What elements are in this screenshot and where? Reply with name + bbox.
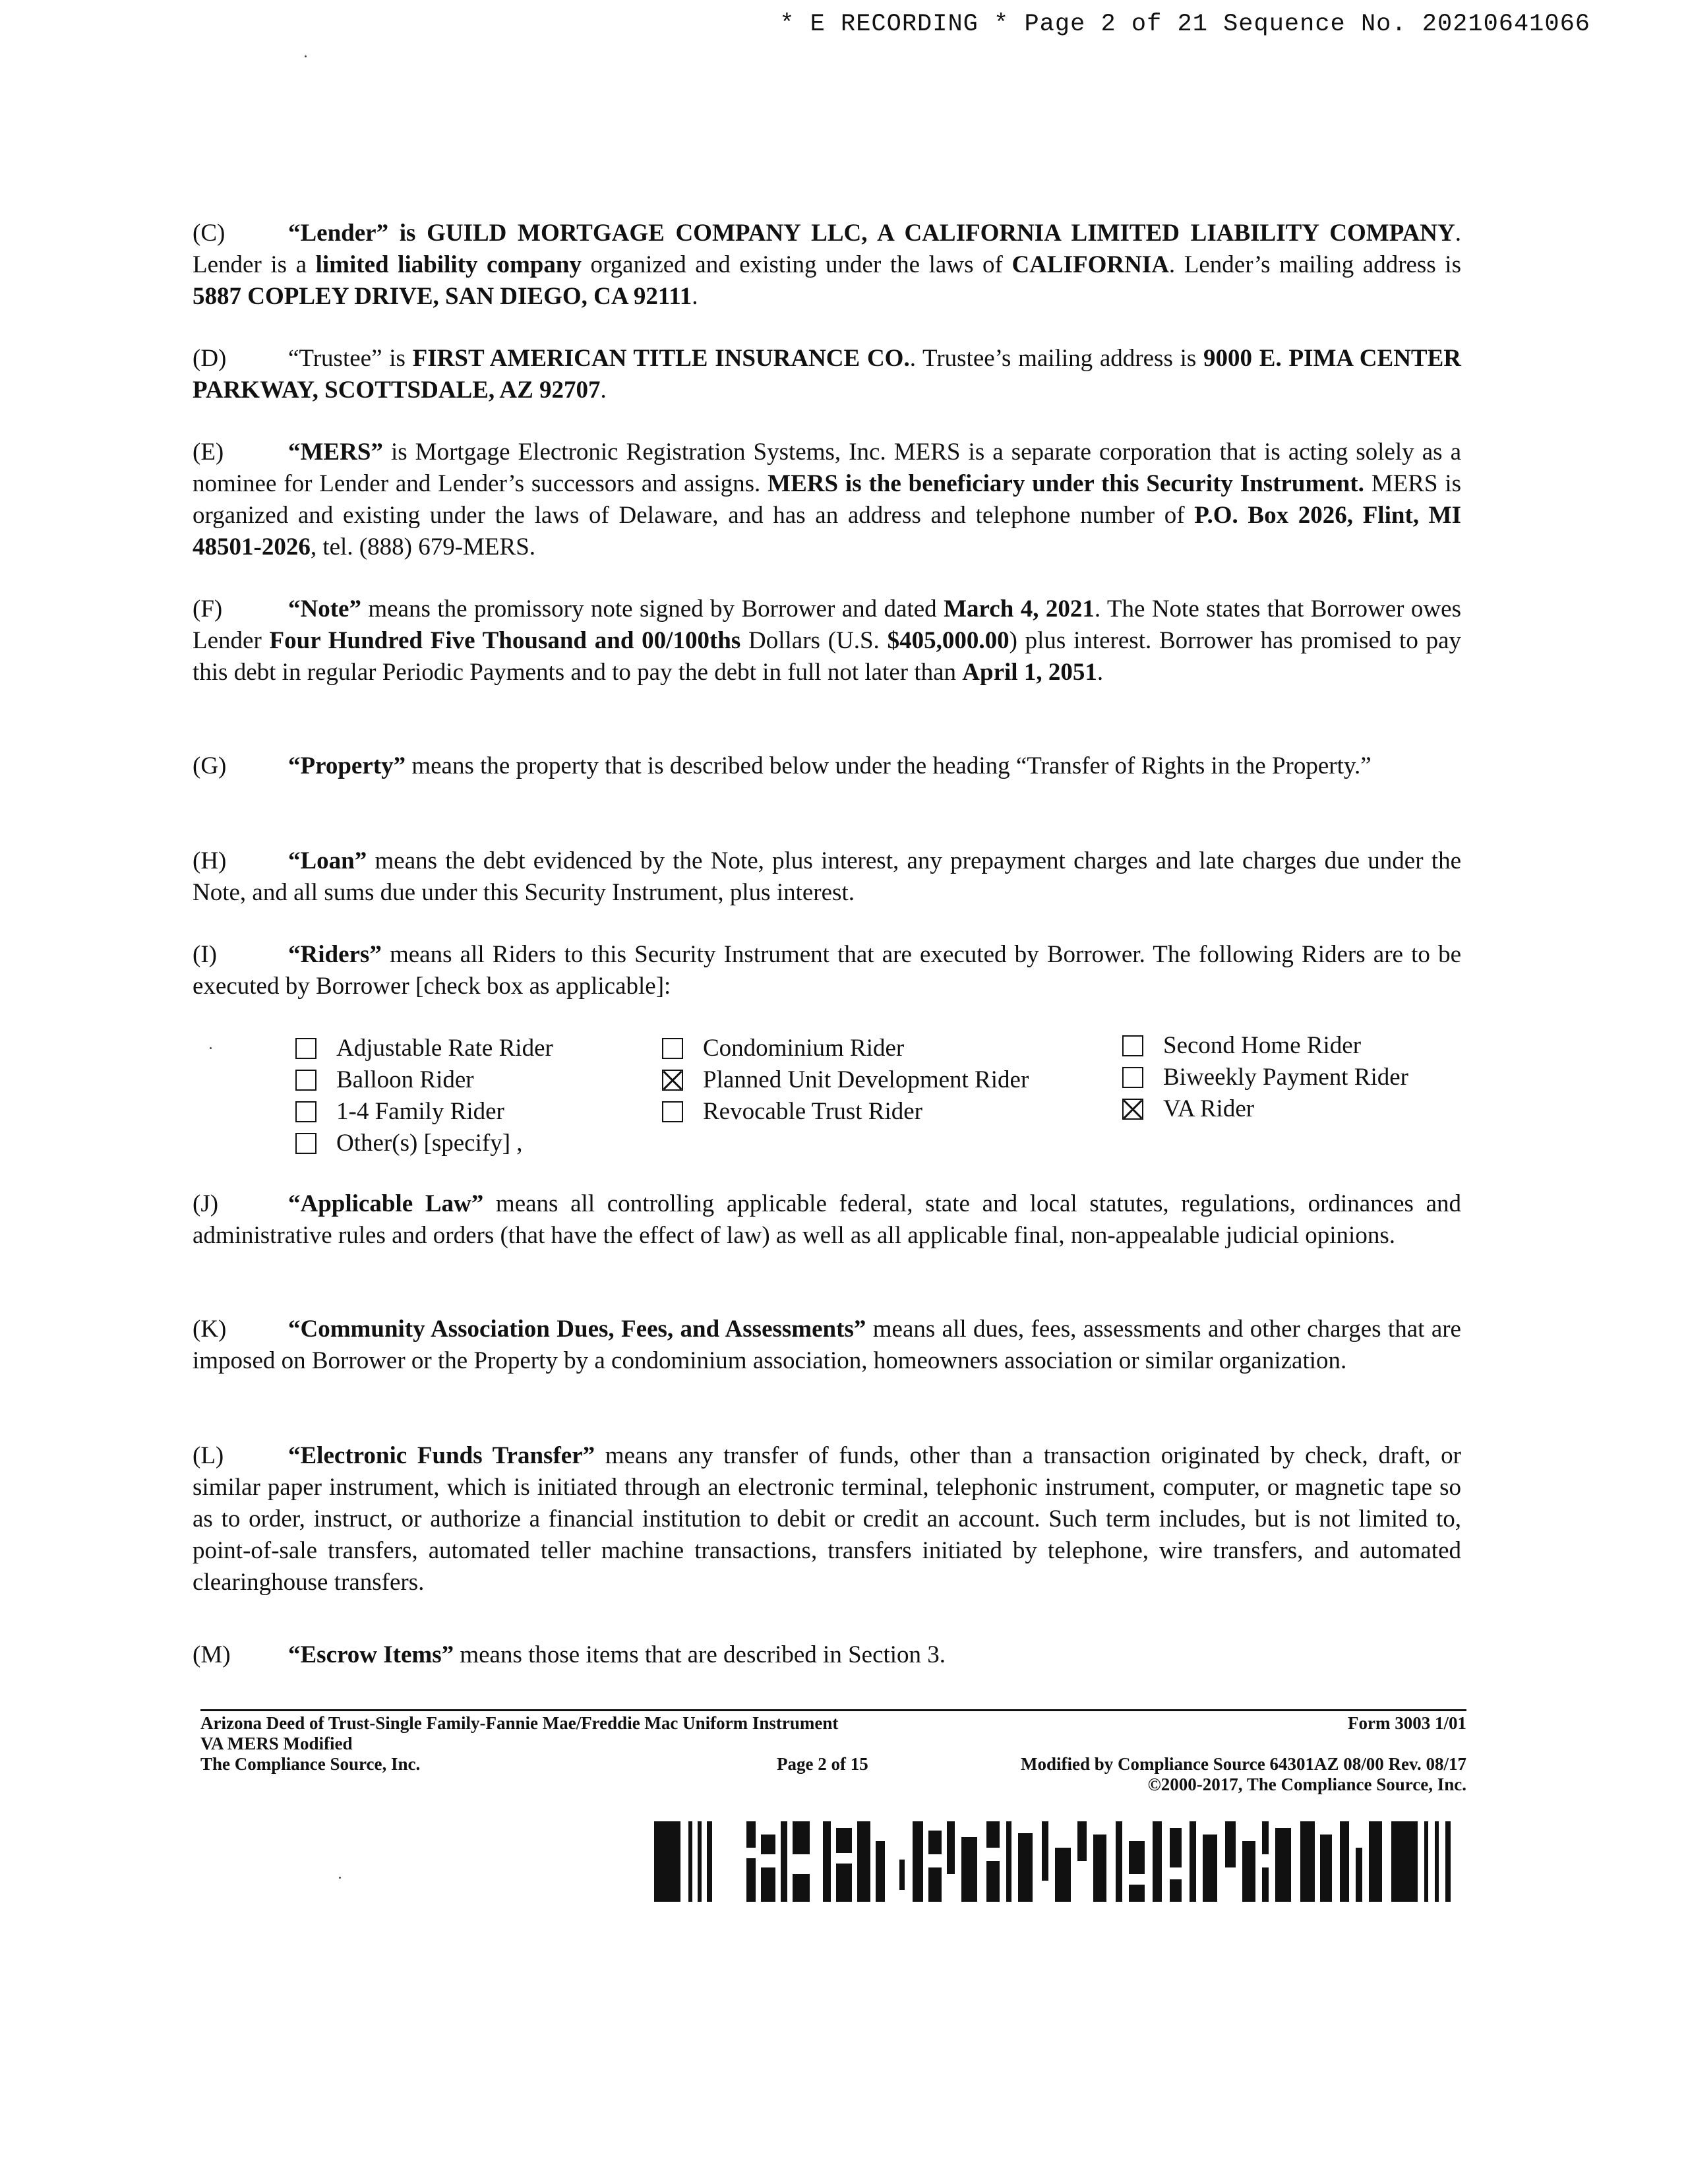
- checkbox[interactable]: [662, 1101, 683, 1122]
- scan-speck: [305, 55, 307, 57]
- riders-column-1: [295, 1033, 553, 1159]
- electronic-funds-transfer-term: “Electronic Funds Transfer”: [288, 1442, 595, 1469]
- text: organized and existing under the laws of: [581, 251, 1012, 278]
- lender-name: GUILD MORTGAGE COMPANY LLC, A CALIFORNIA LIMITED LIABILITY COMPANY: [427, 220, 1455, 247]
- rider-label: VA Rider: [1163, 1095, 1255, 1122]
- text: is Mortgage Electronic Registration Systems, Inc. MERS is a separate corporation that is acting solely as a nominee for Lender and Lender’s successors and assigns.: [193, 439, 1461, 497]
- text: means those items that are described in Section 3.: [454, 1641, 946, 1668]
- rider-revocable-trust: [662, 1096, 1029, 1128]
- rider-condominium: [662, 1033, 1029, 1064]
- text: ) plus interest. Borrower has promised to pay this debt in regular Periodic Payments and to pay the debt in full not later than: [193, 627, 1461, 686]
- note-maturity: April 1, 2051: [962, 659, 1097, 686]
- section-g: [193, 750, 1461, 782]
- checkbox[interactable]: [295, 1101, 316, 1122]
- section-c: [193, 218, 1461, 313]
- section-j: [193, 1188, 1461, 1252]
- mers-address: P.O. Box 2026, Flint, MI 48501-2026: [193, 502, 1462, 561]
- note-date: March 4, 2021: [944, 595, 1095, 622]
- rider-label: Second Home Rider: [1163, 1032, 1362, 1059]
- rider-va: [1122, 1093, 1408, 1125]
- form-number: Form 3003 1/01: [1348, 1713, 1466, 1733]
- rider-label: Condominium Rider: [703, 1035, 905, 1062]
- rider-adjustable-rate: [295, 1033, 553, 1064]
- riders-column-3: [1122, 1030, 1408, 1125]
- form-modified: VA MERS Modified: [200, 1734, 353, 1753]
- checkbox[interactable]: [1122, 1035, 1143, 1056]
- lender-address: 5887 COPLEY DRIVE, SAN DIEGO, CA 92111: [193, 283, 692, 310]
- text: . The Note states that Borrower owes Lender: [193, 595, 1461, 654]
- loan-term: “Loan”: [288, 847, 367, 874]
- checkbox-checked[interactable]: [662, 1070, 683, 1091]
- text: means any transfer of funds, other than a transaction originated by check, draft, or similar paper instrument, which is initiated through an electronic terminal, telephonic instrument, computer, or magnetic tape so as to order, instruct, or authorize a financial institution to debit or credit an account. Such term includes, but is not limited to, point-of-sale transfers, automated teller machine transactions, transfers initiated by telephone, wire transfers, and automated clearinghouse transfers.: [193, 1442, 1461, 1596]
- mers-beneficiary: MERS is the beneficiary under this Security Instrument.: [768, 470, 1364, 497]
- rider-biweekly-payment: [1122, 1062, 1408, 1093]
- section-k: [193, 1314, 1461, 1377]
- scan-speck: [210, 1047, 212, 1049]
- trustee-address: 9000 E. PIMA CENTER PARKWAY, SCOTTSDALE, AZ 92707: [193, 345, 1461, 404]
- riders-column-2: [662, 1033, 1029, 1128]
- text: MERS is organized and existing under the laws of Delaware, and has an address and telephone number of: [193, 470, 1462, 529]
- form-company: The Compliance Source, Inc.: [200, 1754, 421, 1774]
- rider-label: 1-4 Family Rider: [336, 1098, 504, 1125]
- rider-second-home: [1122, 1030, 1408, 1062]
- section-e: [193, 437, 1461, 563]
- page-number: Page 2 of 15: [777, 1754, 868, 1774]
- rider-1-4-family: [295, 1096, 553, 1128]
- text: .: [1097, 659, 1104, 686]
- rider-other: [295, 1128, 553, 1159]
- section-tag: (F): [193, 595, 223, 622]
- note-term: “Note”: [288, 595, 361, 622]
- section-tag: (I): [193, 941, 217, 968]
- section-m: [193, 1639, 1461, 1671]
- checkbox[interactable]: [295, 1133, 316, 1154]
- property-term: “Property”: [288, 752, 406, 779]
- section-tag: (K): [193, 1316, 227, 1343]
- copyright: ©2000-2017, The Compliance Source, Inc.: [1147, 1774, 1466, 1794]
- barcode: [654, 1821, 1464, 1902]
- text: means the property that is described below under the heading “Transfer of Rights in the Property.”: [406, 752, 1372, 779]
- section-tag: (G): [193, 752, 227, 779]
- community-association-term: “Community Association Dues, Fees, and Assessments”: [288, 1316, 866, 1343]
- section-h: [193, 845, 1461, 909]
- text: .: [692, 283, 698, 310]
- form-footer: [200, 1713, 1466, 1792]
- checkbox-checked[interactable]: [1122, 1099, 1143, 1120]
- text: . Lender is a: [193, 220, 1461, 278]
- checkbox[interactable]: [662, 1038, 683, 1059]
- rider-label: Planned Unit Development Rider: [703, 1066, 1029, 1093]
- section-tag: (E): [193, 439, 224, 466]
- recording-header: * E RECORDING * Page 2 of 21 Sequence No. 20210641066: [779, 11, 1590, 38]
- rider-planned-unit-development: [662, 1064, 1029, 1096]
- rider-label: Revocable Trust Rider: [703, 1098, 922, 1125]
- section-tag: (D): [193, 345, 227, 372]
- rider-balloon: [295, 1064, 553, 1096]
- modified-by: Modified by Compliance Source 64301AZ 08/00 Rev. 08/17: [1020, 1754, 1466, 1774]
- rider-label: Biweekly Payment Rider: [1163, 1064, 1408, 1091]
- text: means all controlling applicable federal, state and local statutes, regulations, ordinances and administrative rules and orders (that have the effect of law) as well as all applicable final, non-appealable judicial opinions.: [193, 1190, 1461, 1249]
- lender-state: CALIFORNIA: [1011, 251, 1169, 278]
- text: . Trustee’s mailing address is: [909, 345, 1204, 372]
- checkbox[interactable]: [1122, 1067, 1143, 1088]
- checkbox[interactable]: [295, 1070, 316, 1091]
- riders-term: “Riders”: [288, 941, 382, 968]
- section-f: [193, 593, 1461, 688]
- scan-speck: [339, 1877, 341, 1879]
- text: Dollars (U.S.: [740, 627, 888, 654]
- text: means the promissory note signed by Borrower and dated: [361, 595, 944, 622]
- text: means all Riders to this Security Instrument that are executed by Borrower. The following Riders are to be executed by Borrower [check box as applicable]:: [193, 941, 1461, 1000]
- section-tag: (L): [193, 1442, 224, 1469]
- text: means all dues, fees, assessments and other charges that are imposed on Borrower or the Property by a condominium association, homeowners association or similar organization.: [193, 1316, 1461, 1374]
- text: means the debt evidenced by the Note, plus interest, any prepayment charges and late charges due under the Note, and all sums due under this Security Instrument, plus interest.: [193, 847, 1461, 906]
- footer-divider: [200, 1709, 1466, 1711]
- entity-type: limited liability company: [315, 251, 582, 278]
- section-l: [193, 1440, 1461, 1598]
- rider-label: Balloon Rider: [336, 1066, 474, 1093]
- section-tag: (H): [193, 847, 227, 874]
- rider-label: Other(s) [specify] ,: [336, 1130, 523, 1157]
- text: , tel. (888) 679-MERS.: [310, 533, 536, 561]
- escrow-items-term: “Escrow Items”: [288, 1641, 454, 1668]
- text: “Trustee” is: [288, 345, 413, 372]
- section-d: [193, 343, 1461, 406]
- section-tag: (J): [193, 1190, 219, 1217]
- checkbox[interactable]: [295, 1038, 316, 1059]
- lender-term: “Lender” is: [288, 220, 427, 247]
- trustee-name: FIRST AMERICAN TITLE INSURANCE CO.: [412, 345, 910, 372]
- applicable-law-term: “Applicable Law”: [288, 1190, 484, 1217]
- section-tag: (C): [193, 220, 226, 247]
- section-i: [193, 939, 1461, 1002]
- mers-term: “MERS”: [288, 439, 383, 466]
- text: . Lender’s mailing address is: [1168, 251, 1461, 278]
- note-amount-words: Four Hundred Five Thousand and 00/100ths: [269, 627, 741, 654]
- text: .: [600, 377, 607, 404]
- note-amount: $405,000.00: [887, 627, 1010, 654]
- section-tag: (M): [193, 1641, 231, 1668]
- form-title: Arizona Deed of Trust-Single Family-Fannie Mae/Freddie Mac Uniform Instrument: [200, 1713, 839, 1733]
- rider-label: Adjustable Rate Rider: [336, 1035, 553, 1062]
